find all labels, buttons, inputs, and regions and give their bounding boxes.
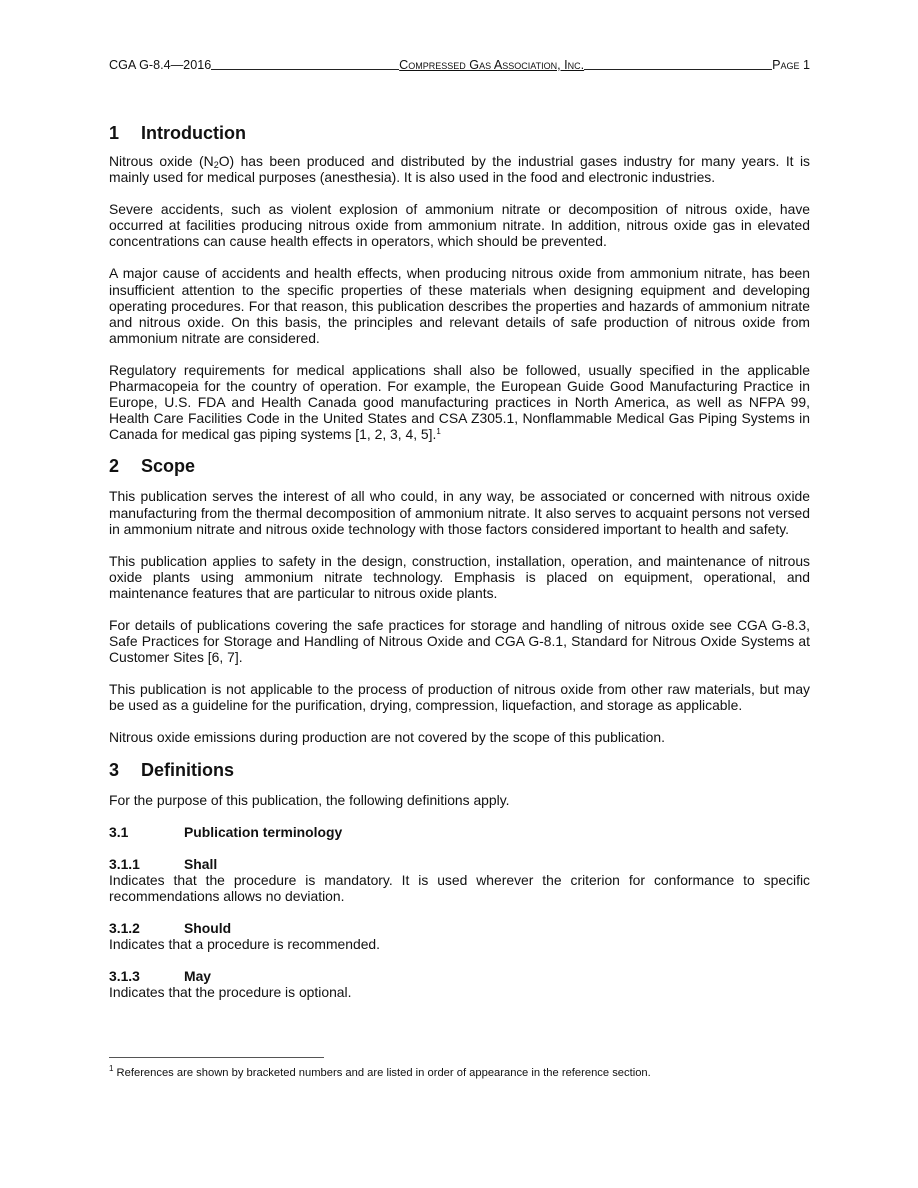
definition-heading-should	[109, 920, 810, 936]
footnote-text: References are shown by bracketed numbers and are listed in order of appearance in the reference section.	[113, 1067, 651, 1079]
paragraph: This publication applies to safety in the design, construction, installation, operation, and maintenance of nitrous oxide plants using ammonium nitrate technology. Emphasis is placed on equipment, operational, and maintenance features that are particular to nitrous oxide plants.	[109, 552, 810, 601]
definition-term: Shall	[184, 855, 218, 872]
paragraph	[109, 362, 810, 442]
definition-number: 3.1.2	[109, 919, 140, 936]
definition-term: Should	[184, 919, 232, 936]
footnote-separator	[109, 1057, 324, 1058]
definition-number: 3.1.3	[109, 967, 140, 984]
definition-term: May	[184, 967, 212, 984]
header-rule-left	[211, 69, 399, 70]
section-heading-definitions	[109, 759, 810, 781]
header-publisher: Compressed Gas Association, Inc.	[399, 58, 585, 72]
definition-text: Indicates that the procedure is optional.	[109, 983, 352, 1000]
section-title: Scope	[141, 456, 196, 477]
definition-text: Indicates that a procedure is recommended.	[109, 935, 381, 952]
section-heading-scope	[109, 455, 810, 477]
subsection-number: 3.1	[109, 823, 129, 840]
footnote-number: 1	[109, 1064, 114, 1073]
footnote-marker: 1	[436, 427, 441, 437]
paragraph: This publication serves the interest of all who could, in any way, be associated or concerned with nitrous oxide manufacturing from the thermal decomposition of ammonium nitrate. It also serves to acquaint persons not versed in ammonium nitrate and nitrous oxide technology with those factors considered important to health and safety.	[109, 488, 810, 537]
main-content	[109, 122, 810, 1000]
header-page-number: Page 1	[772, 58, 811, 72]
paragraph: This publication is not applicable to the process of production of nitrous oxide from other raw materials, but may be used as a guideline for the purification, drying, compression, liquefaction, and storage as applicable.	[109, 681, 810, 714]
subsection-heading	[109, 824, 810, 840]
footnote	[109, 1066, 810, 1080]
definition-heading-shall	[109, 856, 810, 872]
text-run: Nitrous oxide (N	[109, 153, 214, 169]
definition-number: 3.1.1	[109, 855, 140, 872]
header-rule-right	[584, 69, 772, 70]
section-number: 1	[109, 123, 120, 143]
paragraph: Severe accidents, such as violent explosion of ammonium nitrate or decomposition of nitrous oxide, have occurred at facilities producing nitrous oxide from ammonium nitrate. In addition, nitrous oxide gas in elevated concentrations can cause health effects in operators, which should be prevented.	[109, 201, 810, 250]
section-number: 3	[109, 759, 120, 780]
text-run: Regulatory requirements for medical applications shall also be followed, usually specified in the applicable Pharmacopeia for the country of operation. For example, the European Guide Good Manufacturing Practice in Europe, U.S. FDA and Health Canada good manufacturing practices in North America, as well as NFPA 99, Health Care Facilities Code in the United States and CSA Z305.1, Nonflammable Medical Gas Piping Systems in Canada for medical gas piping systems [1, 2, 3, 4, 5].	[109, 361, 810, 443]
section-title: Definitions	[141, 759, 234, 780]
header-doc-id: CGA G-8.4—2016	[109, 58, 212, 72]
running-header	[109, 54, 810, 72]
paragraph: For the purpose of this publication, the following definitions apply.	[109, 791, 510, 808]
paragraph: A major cause of accidents and health effects, when producing nitrous oxide from ammonium nitrate, has been insufficient attention to the specific properties of these materials when designing equipment and developing operating procedures. For that reason, this publication describes the properties and hazards of ammonium nitrate and nitrous oxide. On this basis, the principles and relevant details of safe production of nitrous oxide from ammonium nitrate are considered.	[109, 265, 810, 346]
section-title: Introduction	[141, 123, 246, 143]
paragraph: Nitrous oxide emissions during production are not covered by the scope of this publication.	[109, 729, 665, 746]
paragraph: For details of publications covering the safe practices for storage and handling of nitrous oxide see CGA G-8.3, Safe Practices for Storage and Handling of Nitrous Oxide and CGA G-8.1, Standard for Nitrous Oxide Systems at Customer Sites [6, 7].	[109, 616, 810, 666]
text-run: O) has been produced and distributed by the industrial gases industry for many years. It is mainly used for medical purposes (anesthesia). It is also used in the food and electronic industries.	[109, 153, 810, 186]
subscript: 2	[213, 160, 219, 170]
section-number: 2	[109, 456, 120, 477]
subsection-title: Publication terminology	[184, 823, 343, 840]
definition-text: Indicates that the procedure is mandatory. It is used wherever the criterion for conformance to specific recommendations allows no deviation.	[109, 871, 810, 904]
section-heading-introduction	[109, 122, 810, 144]
definition-heading-may	[109, 968, 810, 984]
paragraph	[109, 153, 810, 185]
